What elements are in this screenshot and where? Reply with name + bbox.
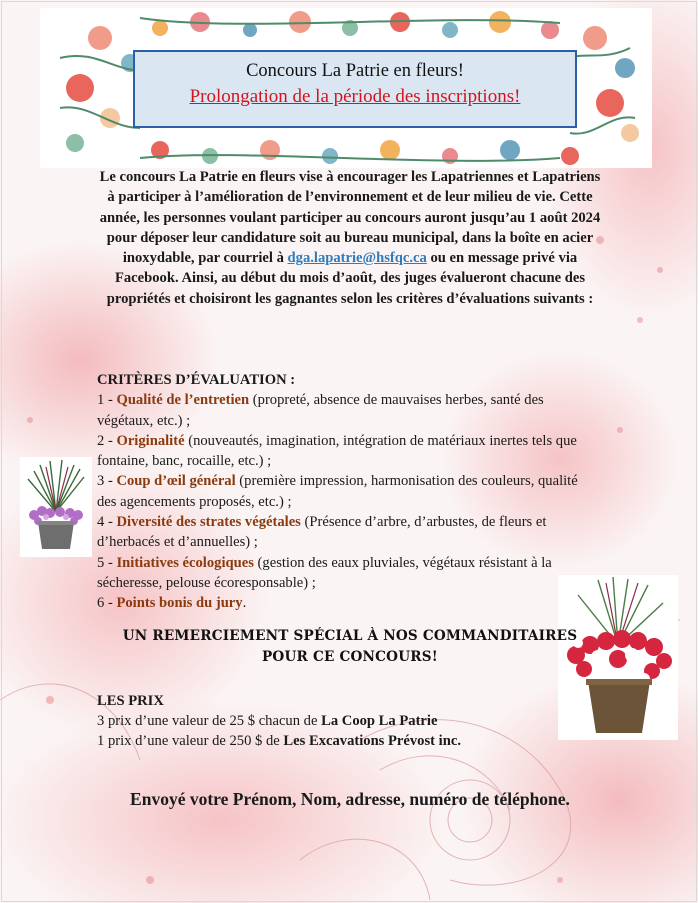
criteria-num: 5 - bbox=[97, 554, 117, 571]
criteria-desc: (Présence d’arbre, d’arbustes, de fleurs et d’herbacés et d’annuelles) ; bbox=[97, 514, 547, 551]
criteria-section bbox=[97, 370, 587, 614]
prizes-section bbox=[97, 691, 617, 751]
criteria-item bbox=[97, 471, 587, 512]
criteria-title: Diversité des strates végétales bbox=[116, 514, 301, 531]
thanks-line2: POUR CE CONCOURS! bbox=[262, 649, 438, 665]
banner-subtitle: Prolongation de la période des inscriptions! bbox=[189, 86, 521, 107]
criteria-item bbox=[97, 512, 587, 553]
prizes-heading: LES PRIX bbox=[97, 693, 164, 709]
criteria-item bbox=[97, 593, 587, 613]
prize-text: 3 prix d’une valeur de 25 $ chacun de bbox=[97, 713, 322, 729]
prize-line bbox=[97, 711, 617, 731]
thanks-message bbox=[80, 626, 620, 668]
criteria-num: 6 - bbox=[97, 595, 117, 612]
thanks-line1: UN REMERCIEMENT SPÉCIAL À NOS COMMANDITAIRES bbox=[122, 628, 578, 644]
criteria-desc: (nouveautés, imagination, intégration de matériaux inertes tels que fontaine, banc, rocaille, etc.) ; bbox=[97, 432, 577, 470]
criteria-title: Points bonis du jury bbox=[116, 595, 243, 612]
criteria-title: Initiatives écologiques bbox=[116, 554, 254, 571]
intro-text-part2: ou en message privé via Facebook. Ainsi, au début du mois d’août, des juges évalueront chacune des propriétés et choisiront les gagnantes selon les critères d’évaluations suivants : bbox=[106, 250, 594, 307]
email-link[interactable]: dga.lapatrie@hsfqc.ca bbox=[287, 250, 427, 267]
criteria-num: 2 - bbox=[97, 432, 117, 449]
criteria-num: 4 - bbox=[97, 514, 117, 531]
criteria-heading: CRITÈRES D’ÉVALUATION : bbox=[97, 372, 296, 388]
send-instructions: Envoyé votre Prénom, Nom, adresse, numéro de téléphone. bbox=[130, 789, 570, 809]
criteria-item bbox=[97, 390, 587, 431]
prize-line bbox=[97, 731, 617, 751]
criteria-title: Qualité de l’entretien bbox=[116, 392, 250, 409]
criteria-item bbox=[97, 431, 587, 472]
prize-sponsor: La Coop La Patrie bbox=[321, 713, 438, 729]
criteria-title: Originalité bbox=[116, 432, 185, 449]
prize-text: 1 prix d’une valeur de 250 $ de bbox=[97, 733, 284, 749]
banner-title: Concours La Patrie en fleurs! bbox=[246, 61, 464, 81]
criteria-desc: (gestion des eaux pluviales, végétaux résistant à la sécheresse, pelouse écoresponsable) ; bbox=[97, 554, 552, 591]
potted-plant-left-image bbox=[20, 457, 92, 557]
criteria-desc: (première impression, harmonisation des couleurs, qualité des agencements proposés, etc.) ; bbox=[97, 473, 578, 510]
prize-sponsor: Les Excavations Prévost inc. bbox=[283, 733, 461, 749]
criteria-desc: . bbox=[242, 595, 247, 612]
criteria-title: Coup d’œil général bbox=[116, 473, 236, 490]
intro-paragraph bbox=[95, 167, 605, 309]
criteria-item bbox=[97, 553, 587, 594]
criteria-num: 3 - bbox=[97, 473, 117, 490]
criteria-desc: (propreté, absence de mauvaises herbes, santé des végétaux, etc.) ; bbox=[97, 392, 544, 429]
banner-title-box bbox=[133, 50, 577, 128]
intro-text-part1: Le concours La Patrie en fleurs vise à encourager les Lapatriennes et Lapatriens à participer à l’amélioration de l’environnement et de leur milieu de vie. Cette année, les personnes voulant participer au concours auront jusqu’au 1 août 2024 pour déposer leur candidature soit au bureau municipal, dans la boîte en acier inoxydable, par courriel à bbox=[99, 169, 601, 267]
criteria-num: 1 - bbox=[97, 392, 117, 409]
